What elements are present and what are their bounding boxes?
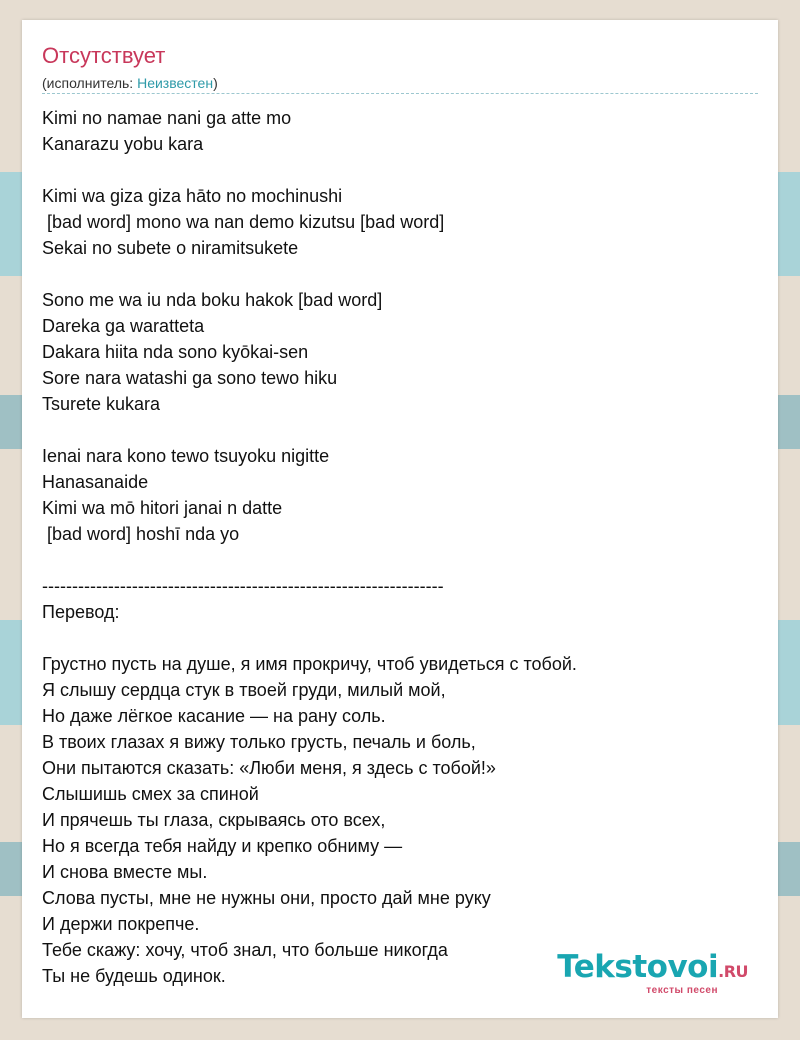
- lyric-line: [42, 417, 758, 443]
- lyric-line: Они пытаются сказать: «Люби меня, я здесь с тобой!»: [42, 758, 496, 778]
- lyric-line: Слова пусты, мне не нужны они, просто дай мне руку: [42, 888, 491, 908]
- lyric-line: Но даже лёгкое касание — на рану соль.: [42, 706, 386, 726]
- lyric-line: [42, 625, 758, 651]
- lyric-line: Ienai nara kono tewo tsuyoku nigitte: [42, 446, 330, 466]
- lyric-line: Kimi wa giza giza hāto no mochinushi: [42, 186, 343, 206]
- lyric-line: Kimi no namae nani ga atte mo: [42, 108, 292, 128]
- lyric-line: -------------------------------------------------------------------: [42, 576, 444, 596]
- lyric-line: Слышишь смех за спиной: [42, 784, 259, 804]
- lyric-line: [bad word] hoshī nda yo: [42, 524, 240, 544]
- lyric-line: [42, 547, 758, 573]
- lyric-line: Tsurete kukara: [42, 394, 161, 414]
- lyric-line: Dakara hiita nda sono kyōkai-sen: [42, 342, 309, 362]
- lyric-line: Kanarazu yobu kara: [42, 134, 204, 154]
- lyric-line: [42, 261, 758, 287]
- artist-suffix: ): [213, 75, 218, 91]
- lyric-line: И держи покрепче.: [42, 914, 200, 934]
- lyric-line: Ты не будешь одинок.: [42, 966, 226, 986]
- lyric-line: Dareka ga waratteta: [42, 316, 205, 336]
- lyric-line: Sekai no subete o niramitsukete: [42, 238, 299, 258]
- lyric-line: [bad word] mono wa nan demo kizutsu [bad word]: [42, 212, 445, 232]
- lyric-line: И снова вместе мы.: [42, 862, 208, 882]
- lyric-line: Грустно пусть на душе, я имя прокричу, чтоб увидеться с тобой.: [42, 654, 577, 674]
- lyrics-text: [42, 105, 758, 989]
- lyrics-card: [22, 20, 778, 1018]
- lyric-line: Sore nara watashi ga sono tewo hiku: [42, 368, 338, 388]
- artist-line: [42, 74, 218, 92]
- artist-link[interactable]: Неизвестен: [137, 75, 214, 91]
- site-logo[interactable]: [557, 950, 748, 996]
- dashed-divider: [42, 93, 758, 94]
- lyric-line: Hanasanaide: [42, 472, 149, 492]
- lyric-line: Kimi wa mō hitori janai n datte: [42, 498, 283, 518]
- lyric-line: Перевод:: [42, 602, 120, 622]
- lyric-line: Но я всегда тебя найду и крепко обниму —: [42, 836, 403, 856]
- logo-wordmark: Tekstovoi: [557, 949, 719, 985]
- artist-prefix: (исполнитель:: [42, 75, 138, 91]
- lyric-line: Тебе скажу: хочу, чтоб знал, что больше никогда: [42, 940, 448, 960]
- lyric-line: Я слышу сердца стук в твоей груди, милый мой,: [42, 680, 446, 700]
- logo-domain: .RU: [718, 962, 748, 981]
- lyric-line: Sono me wa iu nda boku hakok [bad word]: [42, 290, 383, 310]
- song-title: Отсутствует: [42, 43, 166, 68]
- lyric-line: И прячешь ты глаза, скрываясь ото всех,: [42, 810, 386, 830]
- logo-tagline: тексты песен: [646, 985, 718, 996]
- lyric-line: В твоих глазах я вижу только грусть, печаль и боль,: [42, 732, 476, 752]
- lyric-line: [42, 157, 758, 183]
